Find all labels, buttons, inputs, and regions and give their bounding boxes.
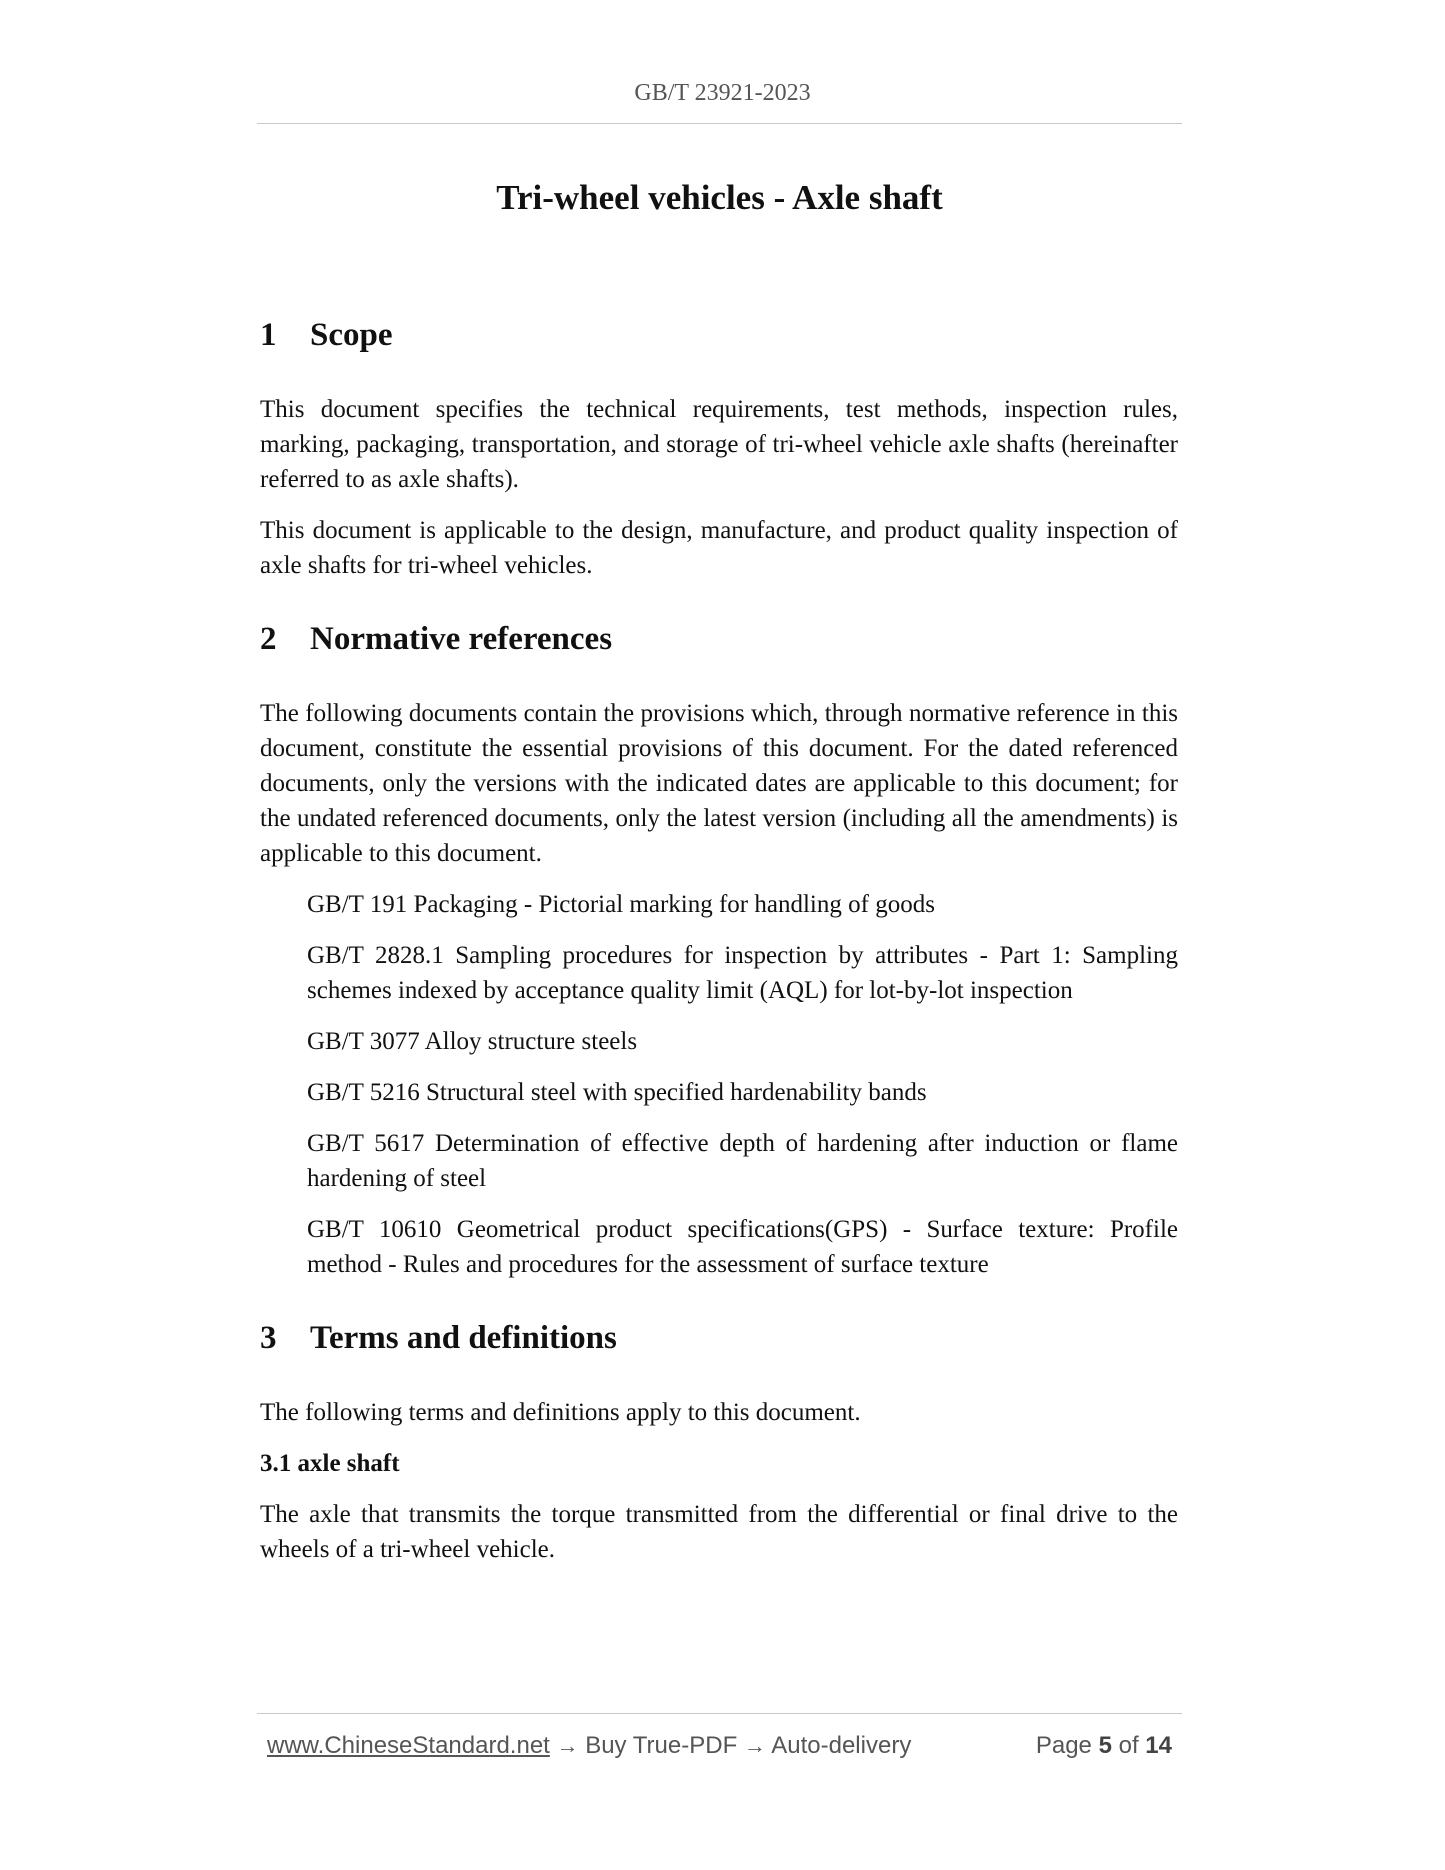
section-title: Scope	[310, 317, 393, 353]
section-number: 2	[260, 621, 277, 657]
reference-item: GB/T 5216 Structural steel with specified hardenability bands	[307, 1079, 927, 1106]
header-divider	[257, 123, 1182, 124]
term-heading: 3.1 axle shaft	[260, 1450, 400, 1477]
document-body	[260, 315, 1178, 1567]
terms-intro-paragraph: The following terms and definitions apply to this document.	[260, 1399, 861, 1426]
section-heading-normative-references	[260, 619, 1178, 659]
standard-code-header: GB/T 23921-2023	[634, 80, 811, 106]
footer-divider	[257, 1713, 1182, 1714]
reference-item: GB/T 2828.1 Sampling procedures for inspection by attributes - Part 1: Sampling schemes indexed by acceptance quality limit (AQL) for lot-by-lot inspection	[307, 942, 1178, 1004]
term-definition: The axle that transmits the torque transmitted from the differential or final drive to the wheels of a tri-wheel vehicle.	[260, 1501, 1178, 1563]
normative-intro-paragraph: The following documents contain the provisions which, through normative reference in this document, constitute the essential provisions of this document. For the dated referenced documents, only the versions with the indicated dates are applicable to this document; for the undated referenced documents, only the latest version (including all the amendments) is applicable to this document.	[260, 700, 1178, 867]
reference-item: GB/T 3077 Alloy structure steels	[307, 1028, 638, 1055]
current-page-number: 5	[1098, 1732, 1112, 1759]
section-heading-terms	[260, 1318, 1178, 1358]
buy-true-pdf-text: Buy True-PDF	[585, 1732, 738, 1759]
page-footer	[267, 1728, 1172, 1768]
section-number: 3	[260, 1320, 277, 1356]
section-heading-scope	[260, 315, 1178, 355]
reference-item: GB/T 5617 Determination of effective depth of hardening after induction or flame hardening of steel	[307, 1130, 1178, 1192]
page-label: Page	[1035, 1732, 1092, 1759]
scope-paragraph: This document is applicable to the design, manufacture, and product quality inspection of axle shafts for tri-wheel vehicles.	[260, 517, 1178, 579]
section-number: 1	[260, 317, 277, 353]
section-title: Normative references	[310, 621, 613, 657]
total-pages-number: 14	[1145, 1732, 1172, 1759]
page-indicator	[1036, 1732, 1172, 1760]
reference-item: GB/T 191 Packaging - Pictorial marking for handling of goods	[307, 891, 935, 918]
footer-promo	[267, 1732, 911, 1760]
section-title: Terms and definitions	[310, 1320, 617, 1356]
auto-delivery-text: Auto-delivery	[771, 1732, 912, 1759]
arrow-right-icon: →	[743, 1733, 766, 1758]
site-link[interactable]: www.ChineseStandard.net	[267, 1732, 550, 1759]
scope-paragraph: This document specifies the technical requirements, test methods, inspection rules, marking, packaging, transportation, and storage of tri-wheel vehicle axle shafts (hereinafter referred to as axle shafts).	[260, 396, 1178, 493]
of-label: of	[1118, 1732, 1139, 1759]
arrow-right-icon: →	[556, 1733, 579, 1758]
document-title: Tri-wheel vehicles - Axle shaft	[496, 178, 943, 217]
reference-item: GB/T 10610 Geometrical product specifications(GPS) - Surface texture: Profile method - Rules and procedures for the assessment of surface texture	[307, 1216, 1178, 1278]
